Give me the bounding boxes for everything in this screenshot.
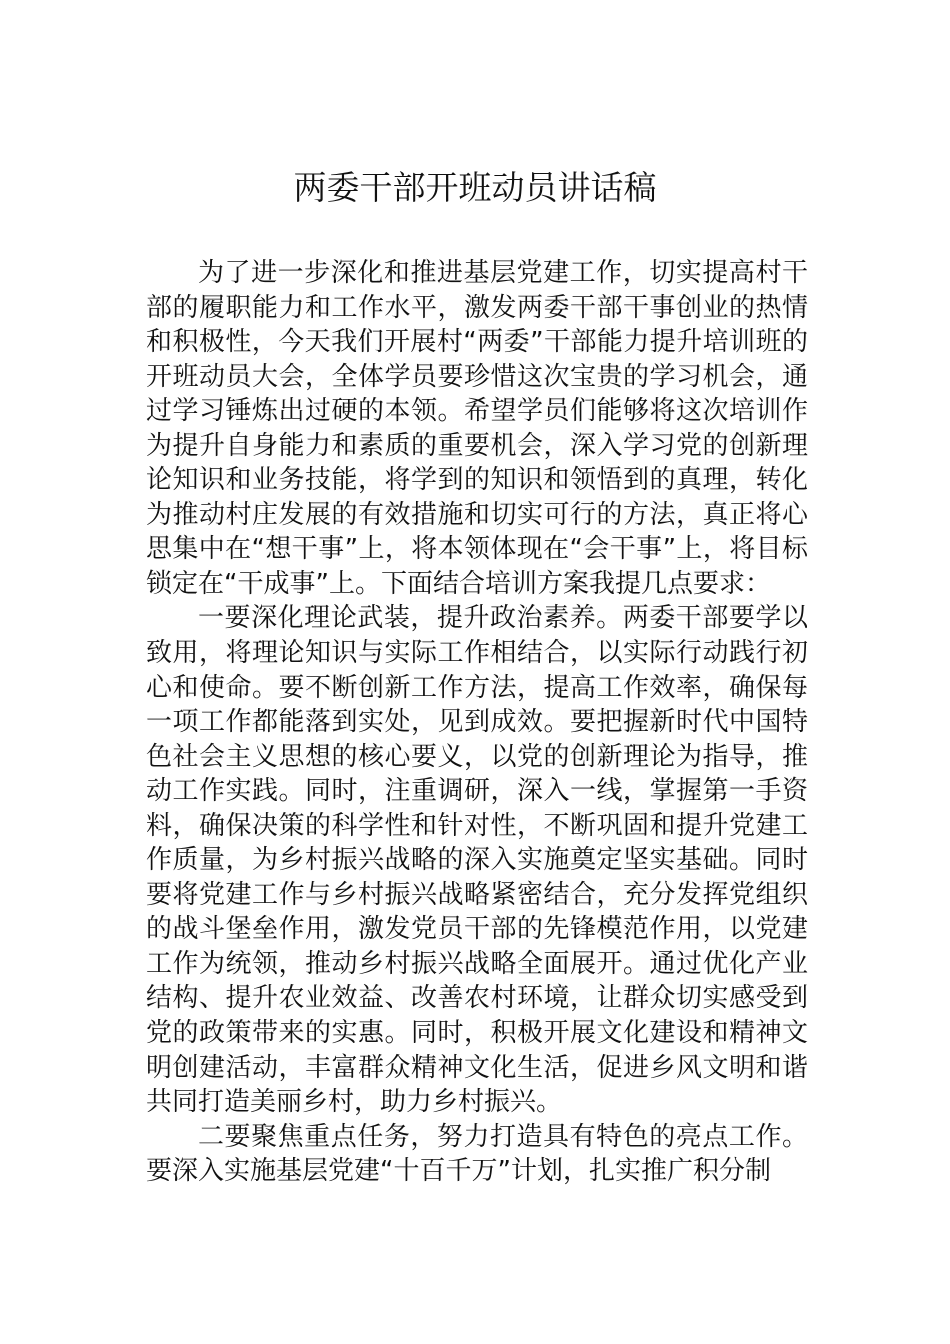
document-title: 两委干部开班动员讲话稿 [293,168,657,207]
document-body [146,256,808,1189]
paragraph-requirement-one: 一要深化理论武装，提升政治素养。两委干部要学以致用，将理论知识与实际工作相结合，以实际行动践行初心和使命。要不断创新工作方法，提高工作效率，确保每一项工作都能落到实处，见到成效。要把握新时代中国特色社会主义思想的核心要义，以党的创新理论为指导，推动工作实践。同时，注重调研，深入一线，掌握第一手资料，确保决策的科学性和针对性，不断巩固和提升党建工作质量，为乡村振兴战略的深入实施奠定坚实基础。同时要将党建工作与乡村振兴战略紧密结合，充分发挥党组织的战斗堡垒作用，激发党员干部的先锋模范作用，以党建工作为统领，推动乡村振兴战略全面展开。通过优化产业结构、提升农业效益、改善农村环境，让群众切实感受到党的政策带来的实惠。同时，积极开展文化建设和精神文明创建活动，丰富群众精神文化生活，促进乡风文明和谐共同打造美丽乡村，助力乡村振兴。 [146,603,808,1118]
paragraph-intro: 为了进一步深化和推进基层党建工作，切实提高村干部的履职能力和工作水平，激发两委干部干事创业的热情和积极性，今天我们开展村“两委”干部能力提升培训班的开班动员大会，全体学员要珍惜这次宝贵的学习机会，通过学习锤炼出过硬的本领。希望学员们能够将这次培训作为提升自身能力和素质的重要机会，深入学习党的创新理论知识和业务技能，将学到的知识和领悟到的真理，转化为推动村庄发展的有效措施和切实可行的方法，真正将心思集中在“想干事”上，将本领体现在“会干事”上，将目标锁定在“干成事”上。下面结合培训方案我提几点要求： [146,258,808,599]
paragraph-requirement-two: 二要聚焦重点任务，努力打造具有特色的亮点工作。要深入实施基层党建“十百千万”计划，扎实推广积分制 [146,1121,808,1187]
